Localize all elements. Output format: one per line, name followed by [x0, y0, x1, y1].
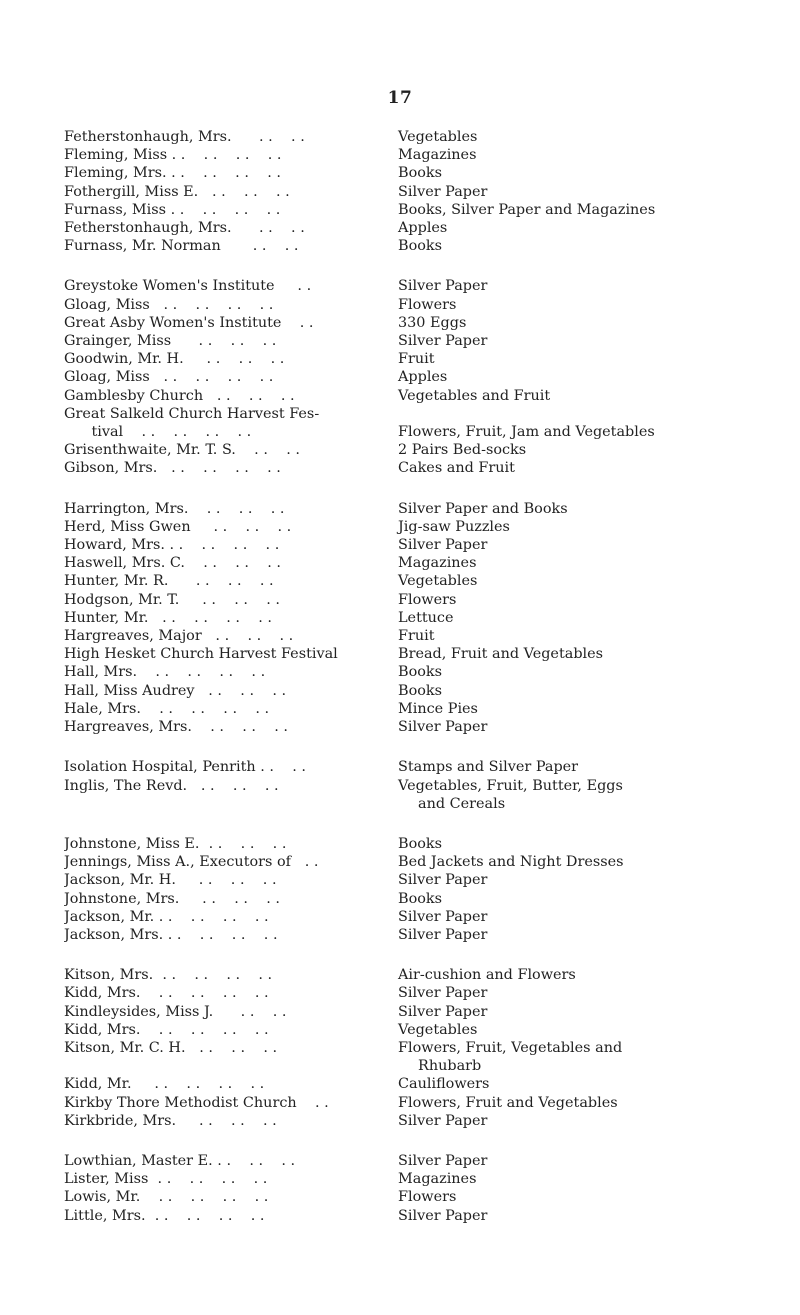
list-item	[64, 237, 764, 255]
list-item	[64, 423, 764, 441]
donor-name: Haswell, Mrs. C. . . . . . .	[64, 555, 281, 572]
list-item	[64, 1207, 764, 1225]
letter-group	[64, 500, 764, 737]
gift-description: Vegetables	[398, 1021, 478, 1038]
list-item	[64, 536, 764, 554]
list-item	[64, 219, 764, 237]
donor-name: Jackson, Mrs. . . . . . . . .	[64, 926, 278, 943]
list-item	[64, 853, 764, 871]
gift-description: Books, Silver Paper and Magazines	[398, 201, 656, 218]
list-item	[64, 1021, 764, 1039]
donor-name: Herd, Miss Gwen . . . . . .	[64, 518, 292, 535]
donor-name: Fleming, Miss . . . . . . . .	[64, 147, 282, 164]
gift-description: Apples	[398, 369, 448, 386]
donor-name: Lister, Miss . . . . . . . .	[64, 1171, 268, 1188]
list-item	[64, 183, 764, 201]
gift-description: Flowers, Fruit, Vegetables and	[398, 1039, 623, 1056]
gift-description: Jig-saw Puzzles	[398, 518, 510, 535]
gift-description: and Cereals	[418, 795, 506, 812]
donor-name: Hargreaves, Mrs. . . . . . .	[64, 719, 289, 736]
gift-description: Cauliflowers	[398, 1076, 490, 1093]
list-item	[64, 332, 764, 350]
gift-description: Flowers	[398, 296, 457, 313]
gift-description: Silver Paper	[398, 719, 488, 736]
letter-group	[64, 758, 764, 813]
donor-name: Grisenthwaite, Mr. T. S. . . . .	[64, 442, 300, 459]
list-item	[64, 984, 764, 1002]
donor-name: Kitson, Mrs. . . . . . . . .	[64, 967, 273, 984]
gift-description: Mince Pies	[398, 700, 478, 717]
list-item	[64, 645, 764, 663]
donor-name: Goodwin, Mr. H. . . . . . .	[64, 351, 285, 368]
donor-name: Jennings, Miss A., Executors of . .	[64, 854, 319, 871]
letter-group	[64, 835, 764, 944]
list-item	[64, 795, 764, 813]
gift-description: Silver Paper	[398, 1003, 488, 1020]
gift-description: Silver Paper	[398, 183, 488, 200]
donor-name: Greystoke Women's Institute . .	[64, 278, 312, 295]
donor-name: Kidd, Mr. . . . . . . . .	[64, 1076, 265, 1093]
list-item	[64, 518, 764, 536]
list-item	[64, 890, 764, 908]
list-item	[64, 1003, 764, 1021]
donor-name: Gloag, Miss . . . . . . . .	[64, 296, 274, 313]
list-item	[64, 128, 764, 146]
donor-name: Gamblesby Church . . . . . .	[64, 387, 295, 404]
list-item	[64, 591, 764, 609]
gift-description: Fruit	[398, 628, 435, 645]
donor-name: Howard, Mrs. . . . . . . . .	[64, 537, 280, 554]
list-item	[64, 554, 764, 572]
donor-name: Grainger, Miss . . . . . .	[64, 333, 277, 350]
page-number: 17	[387, 88, 413, 108]
donor-name: Kidd, Mrs. . . . . . . . .	[64, 985, 269, 1002]
donor-name: Kirkby Thore Methodist Church . .	[64, 1094, 329, 1111]
letter-group	[64, 277, 764, 477]
gift-description: Silver Paper	[398, 1112, 488, 1129]
list-item	[64, 1075, 764, 1093]
donor-name: Little, Mrs. . . . . . . . .	[64, 1207, 265, 1224]
donor-name: Jackson, Mr. H. . . . . . .	[64, 872, 277, 889]
donor-name: Fetherstonhaugh, Mrs. . . . .	[64, 129, 305, 145]
list-item	[64, 627, 764, 645]
donor-name: Furnass, Miss . . . . . . . .	[64, 201, 281, 218]
letter-group	[64, 1152, 764, 1225]
list-item	[64, 368, 764, 386]
gift-description: Bread, Fruit and Vegetables	[398, 646, 604, 663]
list-item	[64, 164, 764, 182]
list-item	[64, 1188, 764, 1206]
donor-name: Kidd, Mrs. . . . . . . . .	[64, 1021, 269, 1038]
gift-description: Silver Paper	[398, 908, 488, 925]
donor-name: Kitson, Mr. C. H. . . . . . .	[64, 1039, 278, 1056]
list-item	[64, 296, 764, 314]
gift-description: Vegetables	[398, 573, 478, 590]
list-item	[64, 682, 764, 700]
gift-description: Magazines	[398, 555, 477, 572]
donor-name: Hodgson, Mr. T. . . . . . .	[64, 591, 280, 608]
donor-name: Harrington, Mrs. . . . . . .	[64, 500, 285, 517]
gift-description: Vegetables, Fruit, Butter, Eggs	[398, 777, 623, 794]
gift-description: Silver Paper	[398, 985, 488, 1002]
gift-description	[398, 405, 764, 423]
letter-group	[64, 128, 764, 255]
donor-name: Furnass, Mr. Norman . . . .	[64, 238, 299, 255]
donor-name: tival . . . . . . . .	[64, 424, 252, 441]
list-item	[64, 966, 764, 984]
donor-name: Hunter, Mr. . . . . . . . .	[64, 609, 272, 626]
list-item	[64, 835, 764, 853]
donor-name: Isolation Hospital, Penrith . . . .	[64, 759, 307, 776]
gift-description: Silver Paper and Books	[398, 500, 568, 517]
list-item	[64, 277, 764, 295]
donor-name: Kirkbride, Mrs. . . . . . .	[64, 1112, 277, 1129]
list-item	[64, 1057, 764, 1075]
gift-description: Books	[398, 682, 443, 699]
donor-name: Hall, Miss Audrey . . . . . .	[64, 682, 287, 699]
list-item	[64, 441, 764, 459]
donation-list	[64, 128, 764, 1247]
list-item	[64, 609, 764, 627]
donor-name: Great Salkeld Church Harvest Fes-	[64, 405, 320, 422]
list-item	[64, 758, 764, 776]
donor-name: Great Asby Women's Institute . .	[64, 314, 314, 331]
donor-name	[64, 1057, 398, 1075]
list-item	[64, 459, 764, 477]
donor-name: Hale, Mrs. . . . . . . . .	[64, 700, 270, 717]
donor-name: Gloag, Miss . . . . . . . .	[64, 369, 274, 386]
donor-name: Johnstone, Miss E. . . . . . .	[64, 835, 287, 852]
gift-description: Air-cushion and Flowers	[398, 967, 576, 984]
donor-name: Gibson, Mrs. . . . . . . . .	[64, 460, 281, 477]
donor-name: Inglis, The Revd. . . . . . .	[64, 777, 279, 794]
list-item	[64, 926, 764, 944]
list-item	[64, 500, 764, 518]
gift-description: Silver Paper	[398, 537, 488, 554]
gift-description: Books	[398, 664, 443, 681]
donor-name: Fleming, Mrs. . . . . . . . .	[64, 165, 281, 182]
gift-description: Lettuce	[398, 609, 454, 626]
gift-description: Silver Paper	[398, 926, 488, 943]
list-item	[64, 777, 764, 795]
list-item	[64, 908, 764, 926]
list-item	[64, 201, 764, 219]
gift-description: Apples	[398, 220, 448, 237]
gift-description: Magazines	[398, 147, 477, 164]
list-item	[64, 572, 764, 590]
gift-description: 330 Eggs	[398, 314, 467, 331]
list-item	[64, 1094, 764, 1112]
donor-name: Hall, Mrs. . . . . . . . .	[64, 664, 266, 681]
gift-description: Flowers	[398, 591, 457, 608]
letter-group	[64, 966, 764, 1130]
gift-description: 2 Pairs Bed-socks	[398, 442, 527, 459]
list-item	[64, 1152, 764, 1170]
list-item	[64, 1039, 764, 1057]
list-item	[64, 1112, 764, 1130]
gift-description: Rhubarb	[418, 1058, 482, 1075]
gift-description: Flowers, Fruit, Jam and Vegetables	[398, 424, 655, 441]
donor-name: High Hesket Church Harvest Festival	[64, 646, 338, 663]
gift-description: Books	[398, 238, 443, 255]
list-item	[64, 314, 764, 332]
list-item	[64, 1170, 764, 1188]
donor-name: Hargreaves, Major . . . . . .	[64, 628, 294, 645]
donor-name	[64, 795, 398, 813]
gift-description: Books	[398, 165, 443, 182]
gift-description: Flowers	[398, 1189, 457, 1206]
list-item	[64, 146, 764, 164]
gift-description: Magazines	[398, 1171, 477, 1188]
list-item	[64, 387, 764, 405]
gift-description: Bed Jackets and Night Dresses	[398, 854, 624, 871]
gift-description: Silver Paper	[398, 872, 488, 889]
donor-name: Johnstone, Mrs. . . . . . .	[64, 890, 280, 907]
list-item	[64, 350, 764, 368]
list-item	[64, 700, 764, 718]
gift-description: Silver Paper	[398, 1207, 488, 1224]
gift-description: Books	[398, 890, 443, 907]
gift-description: Silver Paper	[398, 333, 488, 350]
gift-description: Fruit	[398, 351, 435, 368]
gift-description: Books	[398, 835, 443, 852]
list-item	[64, 405, 764, 423]
donor-name: Jackson, Mr. . . . . . . . .	[64, 908, 269, 925]
gift-description: Stamps and Silver Paper	[398, 759, 579, 776]
list-item	[64, 871, 764, 889]
donor-name: Kindleysides, Miss J. . . . .	[64, 1003, 287, 1020]
donor-name: Lowthian, Master E. . . . . . .	[64, 1152, 296, 1169]
donor-name: Lowis, Mr. . . . . . . . .	[64, 1189, 269, 1206]
gift-description: Vegetables and Fruit	[398, 387, 551, 404]
list-item	[64, 663, 764, 681]
donor-name: Fothergill, Miss E. . . . . . .	[64, 183, 290, 200]
gift-description: Cakes and Fruit	[398, 460, 515, 477]
gift-description: Flowers, Fruit and Vegetables	[398, 1094, 618, 1111]
gift-description: Silver Paper	[398, 278, 488, 295]
gift-description: Silver Paper	[398, 1152, 488, 1169]
list-item	[64, 718, 764, 736]
gift-description: Vegetables	[398, 129, 478, 145]
donor-name: Hunter, Mr. R. . . . . . .	[64, 573, 274, 590]
donor-name: Fetherstonhaugh, Mrs. . . . .	[64, 220, 305, 237]
